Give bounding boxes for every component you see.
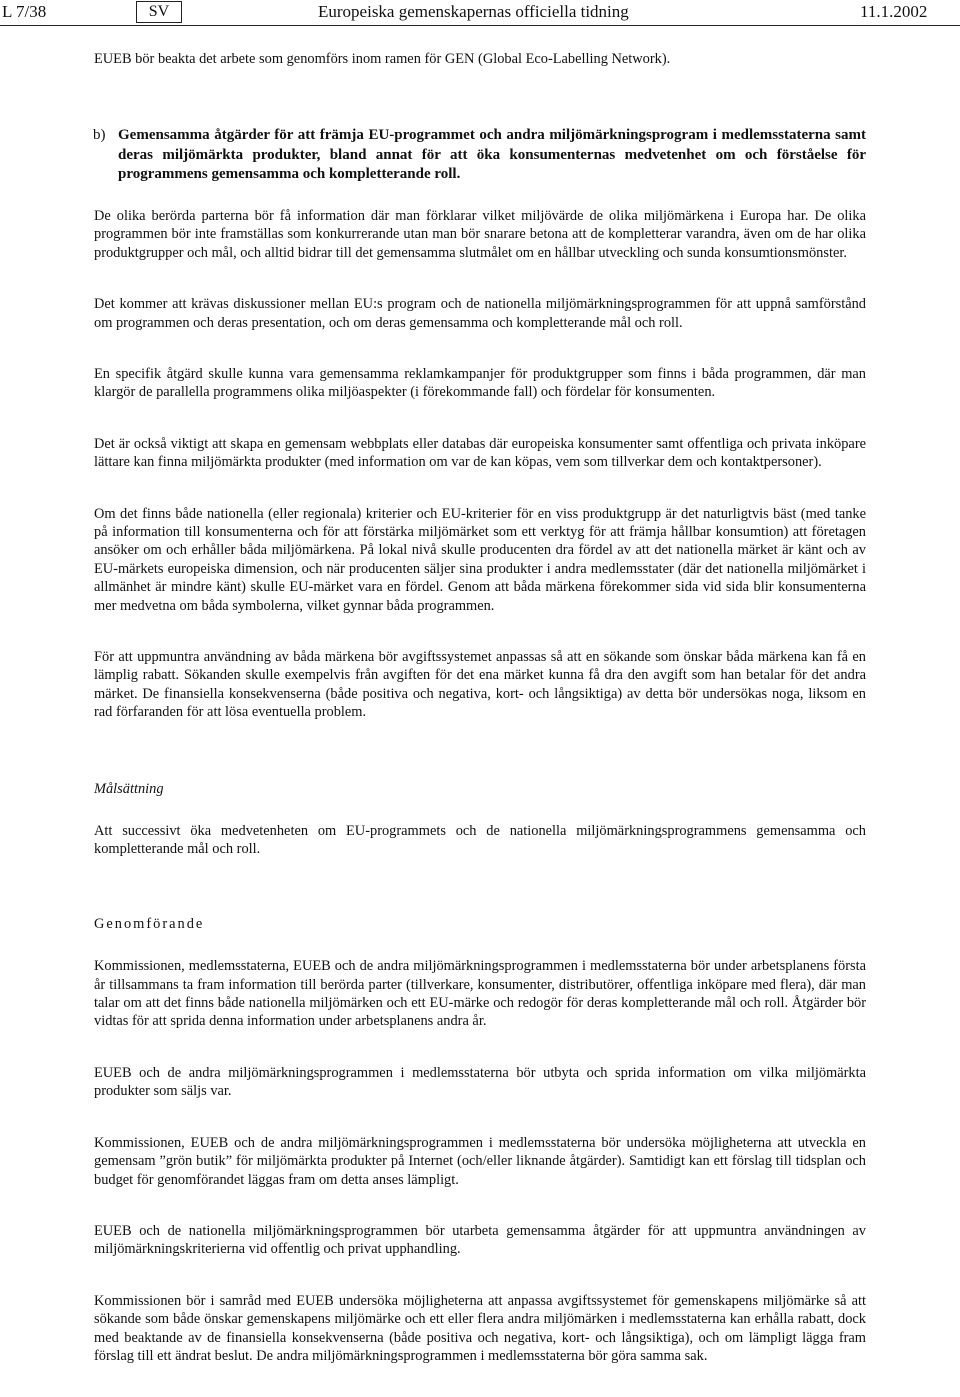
- paragraph: För att uppmuntra användning av båda märkena bör avgiftssystemet anpassas så att en sökande som önskar båda märkena kan få en lämplig rabatt. Sökanden skulle exempelvis från avgiften för det ena märket kunna få dra den avgift som han betalar för det andra märket. De finansiella konsekvenserna (både positiva och negativa, kort- och långsiktiga) av detta bör undersökas noga, liksom en rad förfaranden för att lösa eventuella problem.: [94, 649, 866, 721]
- journal-title: Europeiska gemenskapernas officiella tidning: [318, 2, 629, 21]
- paragraph: Det kommer att krävas diskussioner mellan EU:s program och de nationella miljömärkningsprogrammen för att uppnå samförstånd om programmen och deras presentation, och om deras gemensamma och kompletterande mål och roll.: [94, 296, 866, 331]
- paragraph: Kommissionen, EUEB och de andra miljömärkningsprogrammen i medlemsstaterna bör undersöka möjligheterna att utveckla en gemensam ”grön butik” för miljömärkta produkter på Internet (och/eller liknande åtgärder). Samtidigt kan ett förslag till tidsplan och budget för genomförandet läggas fram om detta anses lämpligt.: [94, 1134, 866, 1188]
- paragraph: En specifik åtgärd skulle kunna vara gemensamma reklamkampanjer för produktgrupper som finns i båda programmen, där man klargör de parallella programmens olika miljöaspekter (i förekommande fall) och fördelar för konsumenten.: [94, 365, 866, 401]
- objective-heading: Målsättning: [94, 780, 164, 797]
- page-reference: L 7/38: [2, 2, 47, 21]
- paragraph: Kommissionen, medlemsstaterna, EUEB och de andra miljömärkningsprogrammen i medlemsstaterna bör under arbetsplanens första år tillsammans ta fram information till berörda parter (tillverkare, konsumenter, distributörer, offentliga inköpare med flera), där man talar om att det finns både nationella miljömärken och ett EU-märke och redogör för deras kompletterande mål och roll. Åtgärder bör vidtas för att sprida denna information under arbetsplanens andra år.: [94, 958, 866, 1030]
- paragraph: Om det finns både nationella (eller regionala) kriterier och EU-kriterier för en viss produktgrupp är det naturligtvis bäst (med tanke på information till konsumenterna och för att förstärka miljömärket som ett verktyg för att främja hållbar konsumtion) att företagen ansöker om och erhåller båda miljömärkena. På lokal nivå skulle producenten dra fördel av att det nationella märket är känt och av EU-märkets europeiska dimension, och när producenten säljer sina produkter i andra medlemsstater (där det nationella miljömärket i allmänhet är mindre känt) skulle EU-märket vara en fördel. Genom att båda märkena förekommer sida vid sida blir konsumenterna mer medvetna om båda symbolerna, vilket gynnar båda programmen.: [94, 505, 866, 614]
- item-b-text: Gemensamma åtgärder för att främja EU-programmet och andra miljömärkningsprogram i medlemsstaterna samt deras miljömärkta produkter, bland annat för att öka konsumenternas medvetenhet om och förståelse för programmens gemensamma och kompletterande roll.: [118, 127, 866, 183]
- header-rule: [0, 25, 960, 26]
- implementation-heading: Genomförande: [94, 915, 205, 932]
- document-body: [94, 50, 866, 1365]
- paragraph: EUEB och de andra miljömärkningsprogrammen i medlemsstaterna bör utbyta och sprida information om vilka miljömärkta produkter som säljs var.: [94, 1064, 866, 1100]
- item-b-label: b): [93, 127, 106, 144]
- intro-paragraph: EUEB bör beakta det arbete som genomförs inom ramen för GEN (Global Eco-Labelling Network).: [94, 51, 671, 67]
- journal-header: [0, 0, 960, 26]
- publication-date: 11.1.2002: [860, 2, 928, 21]
- item-b: [94, 126, 866, 185]
- paragraph: Det är också viktigt att skapa en gemensam webbplats eller databas där europeiska konsumenter samt offentliga och privata inköpare lättare kan finna miljömärkta produkter (med information om var de kan köpas, vem som tillverkar dem och kontaktpersoner).: [94, 435, 866, 471]
- paragraph: Kommissionen bör i samråd med EUEB undersöka möjligheterna att anpassa avgiftssystemet för gemenskapens miljömärke så att sökande som både önskar gemenskapens miljömärke och ett eller flera andra miljömärken i medlemsstaterna kan erhålla rabatt, dock med beaktande av de finansiella konsekvenserna (både positiva och negativa, kort- och långsiktiga), och om lämpligt lägga fram förslag till ett ändrat beslut. De andra miljömärkningsprogrammen i medlemsstaterna bör göra samma sak.: [94, 1292, 866, 1364]
- paragraph: De olika berörda parterna bör få information där man förklarar vilket miljövärde de olika miljömärkena i Europa har. De olika programmen bör inte framställas som konkurrerande utan man bör snarare betona att de kompletterar varandra, även om de har olika produktgrupper och mål, och alltid bidrar till det gemensamma slutmålet om en hållbar utveckling och sunda konsumtionsmönster.: [94, 207, 866, 261]
- paragraph: EUEB och de nationella miljömärkningsprogrammen bör utarbeta gemensamma åtgärder för att uppmuntra användningen av miljömärkningskriterierna vid offentlig och privat upphandling.: [94, 1222, 866, 1258]
- language-badge: SV: [136, 1, 182, 23]
- objective-text: Att successivt öka medvetenheten om EU-programmets och de nationella miljömärkningsprogrammens gemensamma och kompletterande mål och roll.: [94, 823, 866, 858]
